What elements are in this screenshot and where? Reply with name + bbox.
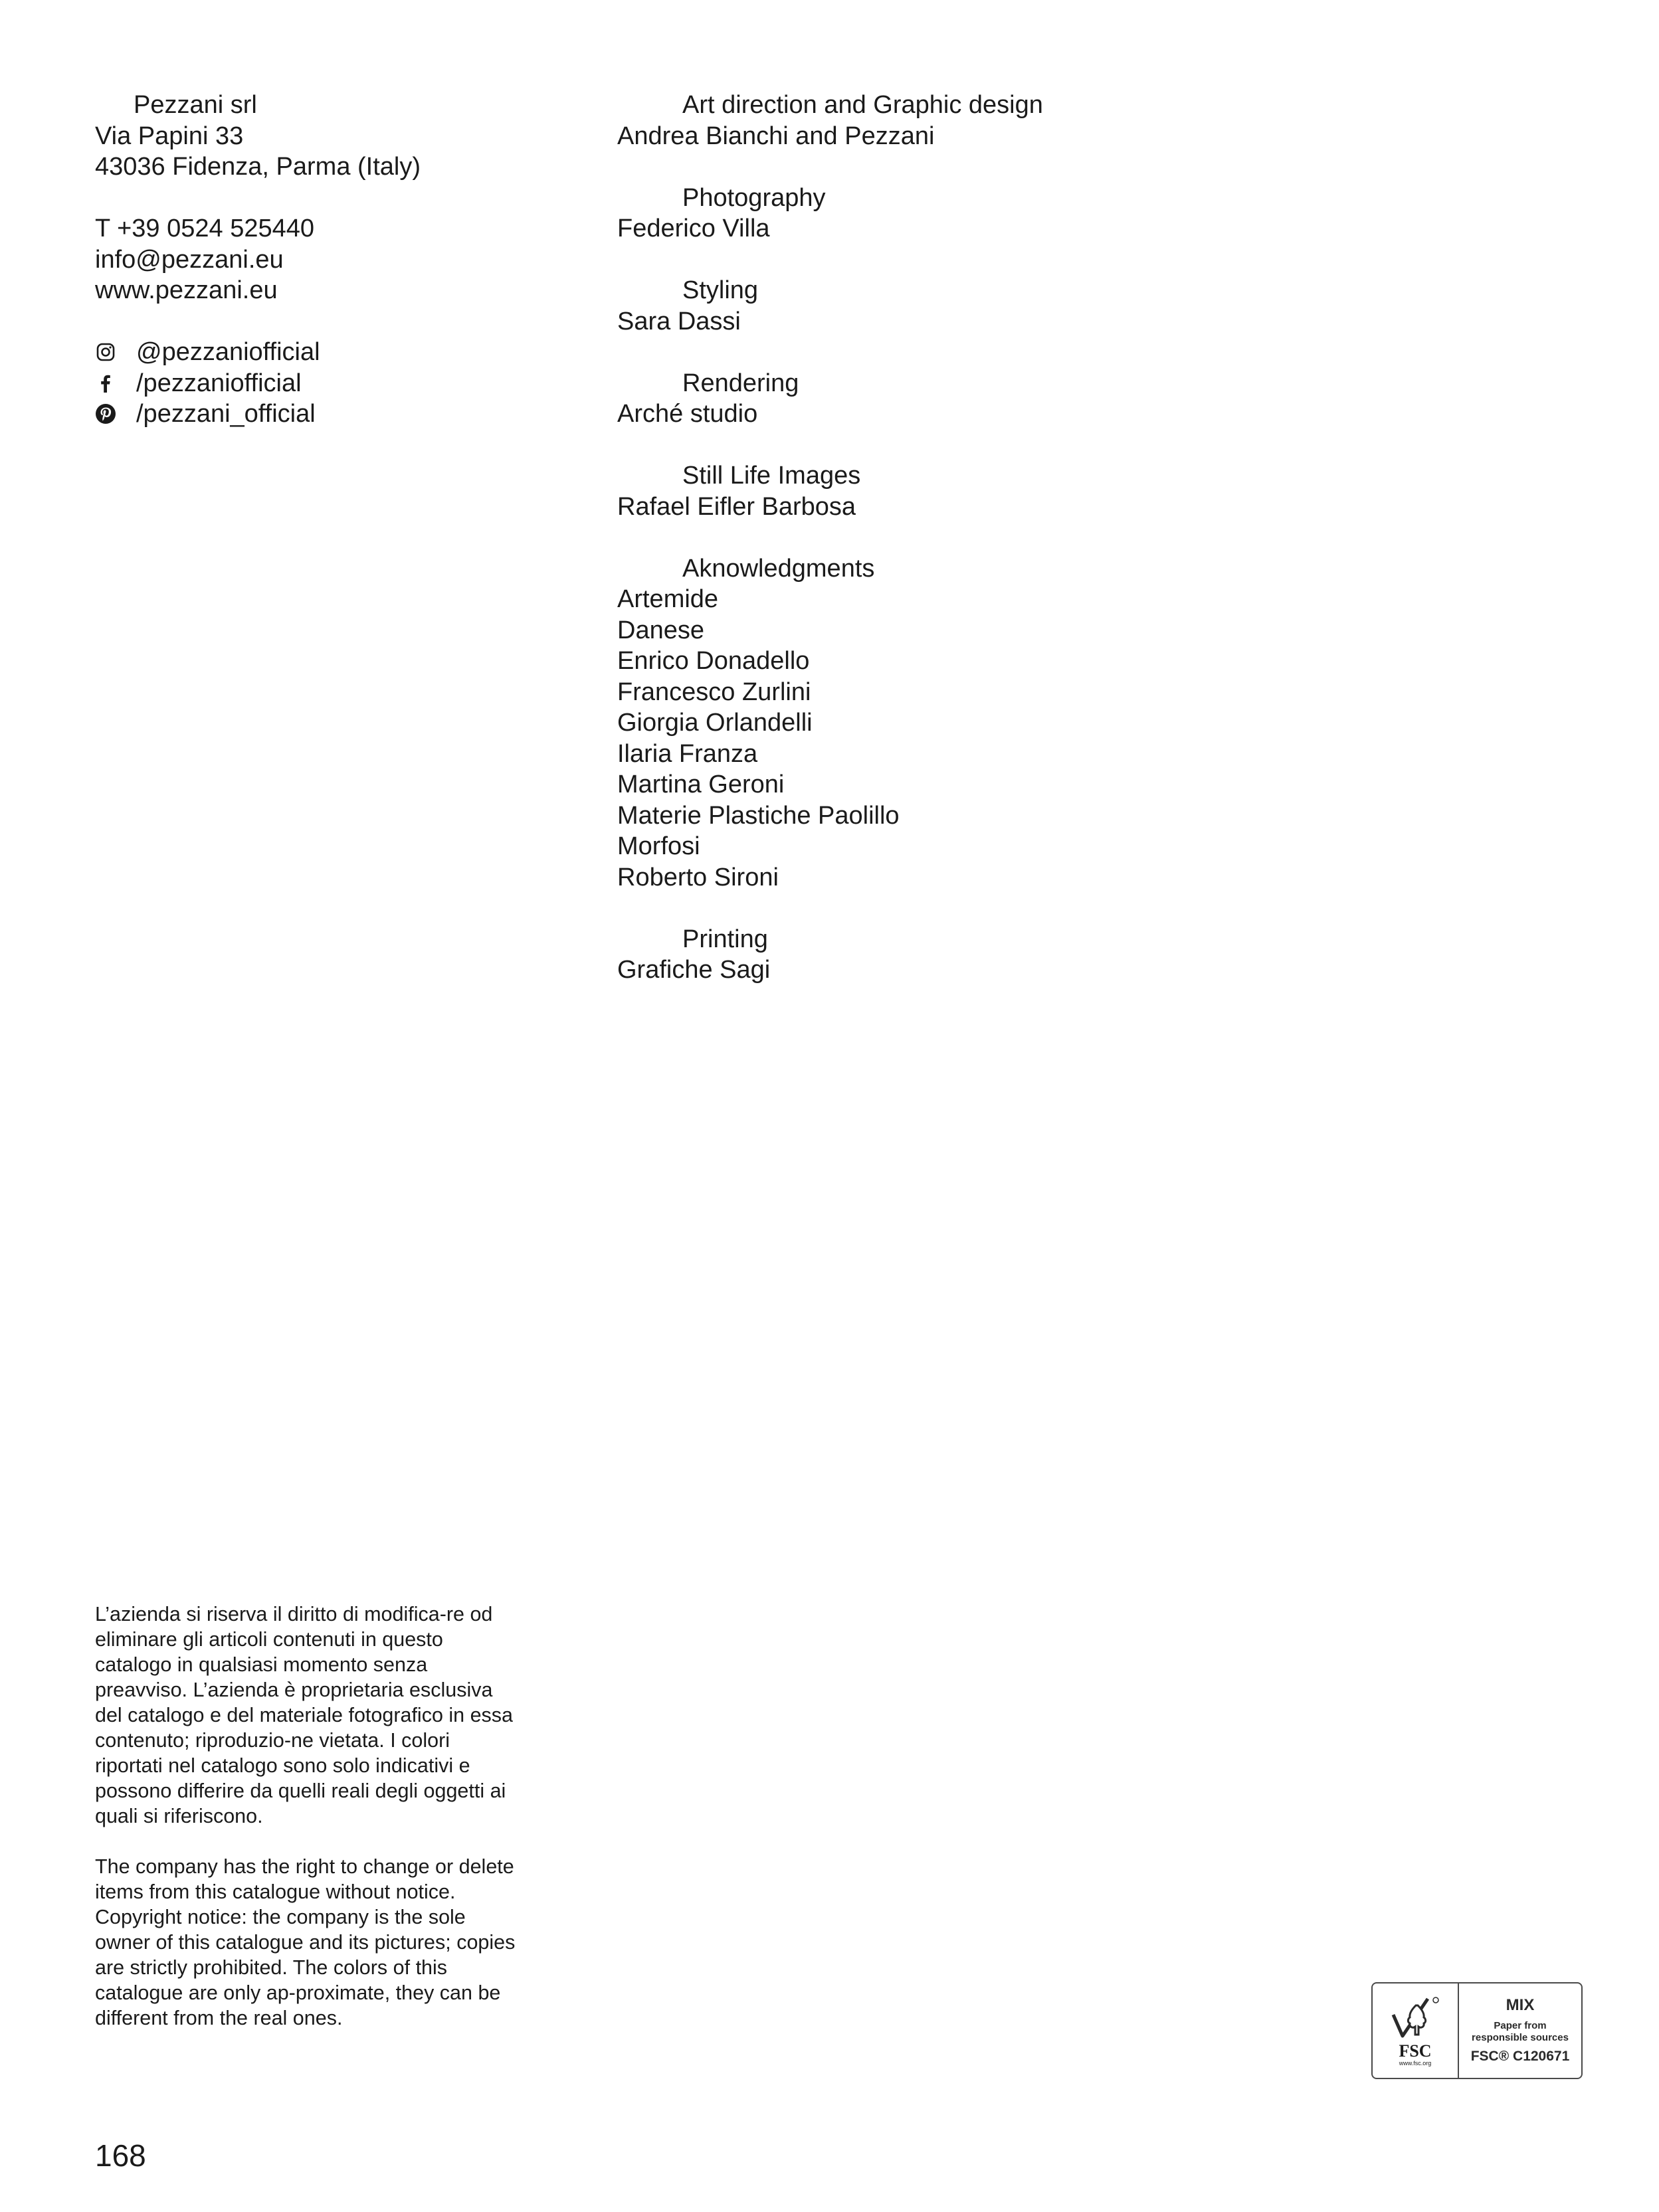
company-name: Pezzani srl	[134, 91, 257, 119]
fsc-mix-label: MIX	[1506, 1996, 1535, 2014]
credit-heading-styling: Styling	[682, 276, 759, 304]
instagram-icon	[95, 341, 116, 363]
acknowledgment-name: Enrico Donadello	[617, 647, 810, 675]
credit-name-art-direction: Andrea Bianchi and Pezzani	[617, 122, 935, 150]
social-pinterest[interactable]	[95, 399, 560, 430]
pinterest-icon	[95, 403, 116, 424]
fsc-brand-text: FSC	[1399, 2041, 1432, 2061]
fsc-label-text	[1459, 1983, 1581, 2078]
address-line-2: 43036 Fidenza, Parma (Italy)	[95, 153, 421, 181]
acknowledgment-name: Danese	[617, 616, 704, 644]
fsc-logo	[1373, 1983, 1459, 2078]
acknowledgment-name: Artemide	[617, 585, 719, 613]
acknowledgment-name: Giorgia Orlandelli	[617, 709, 813, 737]
acknowledgment-name: Morfosi	[617, 832, 700, 860]
credit-heading-acknowledgments: Aknowledgments	[682, 554, 875, 583]
social-instagram[interactable]	[95, 337, 560, 368]
credit-name-styling: Sara Dassi	[617, 307, 741, 335]
credit-heading-art-direction: Art direction and Graphic design	[682, 91, 1043, 119]
legal-notice-italian: L’azienda si riserva il diritto di modifica-re od eliminare gli articoli contenuti in questo catalogo in qualsiasi momento senza preavviso. L’azienda è proprietaria esclusiva del catalogo e del materiale fotografico in essa contenuto; riproduzio-ne vietata. I colori riportati nel catalogo sono solo indicativi e possono differire da quelli reali degli oggetti ai quali si riferiscono.	[95, 1603, 514, 1827]
legal-notice	[95, 1602, 520, 2031]
acknowledgment-name: Martina Geroni	[617, 771, 785, 798]
credit-name-rendering: Arché studio	[617, 400, 758, 428]
acknowledgment-name: Francesco Zurlini	[617, 678, 811, 706]
pinterest-handle: /pezzani_official	[136, 400, 316, 428]
phone-number: T +39 0524 525440	[95, 215, 314, 242]
legal-notice-english: The company has the right to change or delete items from this catalogue without notice. Copyright notice: the company is the sole owner of this catalogue and its pictures; copies are strictly prohibited. The colors of this catalogue are only ap-proximate, they can be different from the real ones.	[95, 1855, 516, 2029]
social-facebook[interactable]	[95, 368, 560, 399]
acknowledgment-name: Materie Plastiche Paolillo	[617, 801, 900, 830]
page-number: 168	[95, 2138, 146, 2173]
email-link[interactable]: info@pezzani.eu	[95, 245, 284, 274]
fsc-paper-line-1: Paper from	[1494, 2020, 1547, 2031]
instagram-handle: @pezzaniofficial	[136, 338, 320, 366]
fsc-license-code: FSC® C120671	[1470, 2049, 1570, 2064]
website-link[interactable]: www.pezzani.eu	[95, 276, 278, 304]
acknowledgment-name: Ilaria Franza	[617, 739, 758, 768]
credit-name-still-life: Rafael Eifler Barbosa	[617, 492, 856, 521]
acknowledgment-name: Roberto Sironi	[617, 863, 779, 891]
address-line-1: Via Papini 33	[95, 122, 244, 150]
credit-name-printing: Grafiche Sagi	[617, 956, 771, 984]
fsc-certification-label	[1371, 1982, 1583, 2079]
company-info	[95, 90, 560, 430]
facebook-handle: /pezzaniofficial	[136, 369, 302, 397]
credit-heading-photography: Photography	[682, 183, 826, 212]
credit-heading-printing: Printing	[682, 925, 768, 953]
credit-heading-still-life: Still Life Images	[682, 462, 861, 490]
facebook-icon	[95, 373, 116, 394]
fsc-url: www.fsc.org	[1399, 2059, 1432, 2067]
credit-name-photography: Federico Villa	[617, 215, 770, 242]
credit-heading-rendering: Rendering	[682, 369, 799, 397]
fsc-tree-check-icon	[1389, 1995, 1441, 2041]
fsc-paper-line-2: responsible sources	[1472, 2032, 1569, 2043]
credits	[617, 90, 1215, 986]
